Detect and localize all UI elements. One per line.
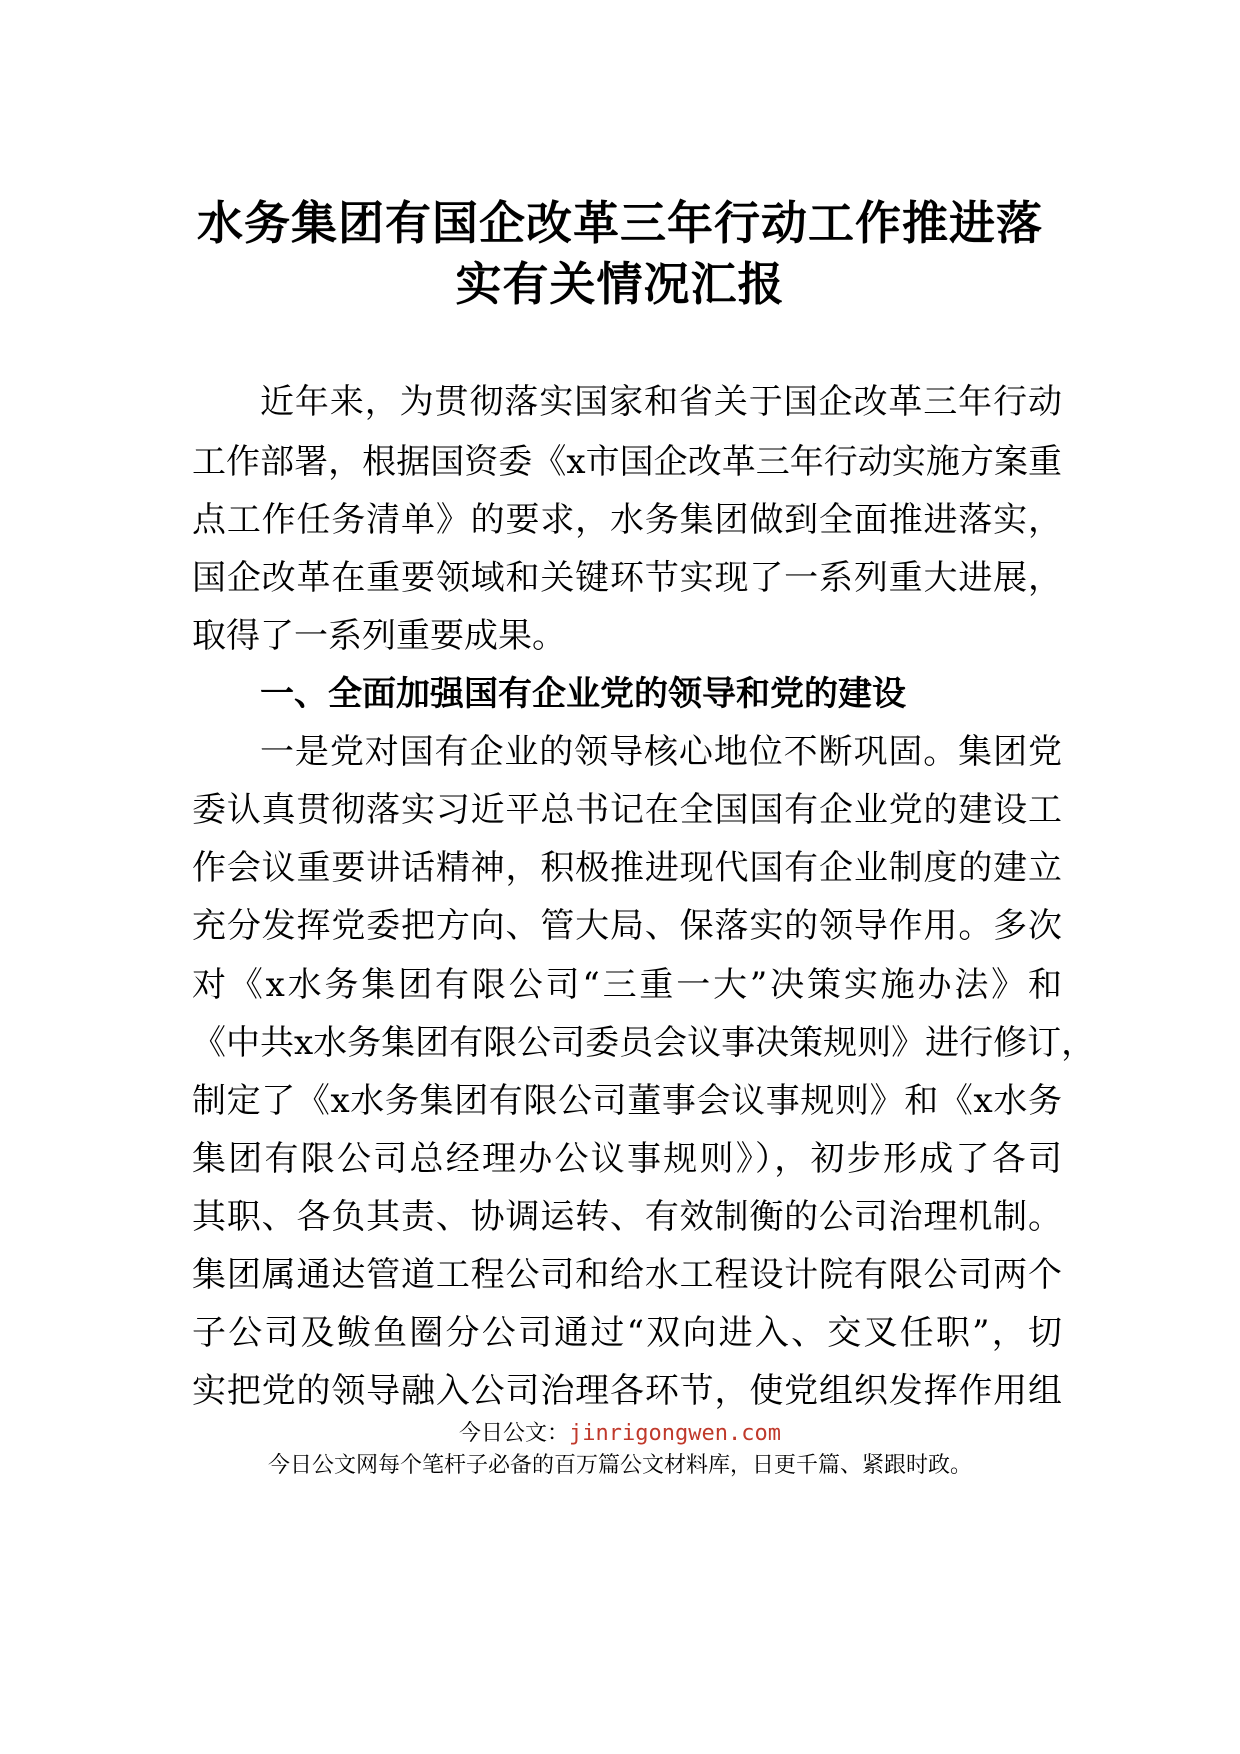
footer-slogan: 今日公文网每个笔杆子必备的百万篇公文材料库，日更千篇、紧跟时政。 (267, 1453, 972, 1478)
section-1-line-1: 一是党对国有企业的领导核心地位不断巩固。集团党 (260, 732, 1062, 772)
section-1-line-12: 实把党的领导融入公司治理各环节，使党组织发挥作用组 (192, 1371, 1062, 1411)
footer-site-label: 今日公文： (459, 1421, 570, 1446)
section-1-line-6: 《中共x水务集团有限公司委员会议事决策规则》进行修订， (192, 1023, 1096, 1063)
section-1-line-8: 集团有限公司总经理办公议事规则》），初步形成了各司 (192, 1139, 1062, 1179)
intro-line-3: 点工作任务清单》的要求，水务集团做到全面推进落实， (192, 500, 1062, 540)
intro-line-2: 工作部署，根据国资委《x市国企改革三年行动实施方案重 (192, 442, 1062, 482)
section-1-heading: 一、全面加强国有企业党的领导和党的建设 (260, 674, 906, 714)
section-1-line-4: 充分发挥党委把方向、管大局、保落实的领导作用。多次 (192, 906, 1062, 946)
section-1-line-9: 其职、各负其责、协调运转、有效制衡的公司治理机制。 (192, 1197, 1062, 1237)
intro-line-1: 近年来，为贯彻落实国家和省关于国企改革三年行动 (260, 382, 1062, 422)
section-1-line-3: 作会议重要讲话精神，积极推进现代国有企业制度的建立 (192, 848, 1062, 888)
section-1-line-2: 委认真贯彻落实习近平总书记在全国国有企业党的建设工 (192, 790, 1062, 830)
section-1-line-11: 子公司及鲅鱼圈分公司通过“双向进入、交叉任职”，切 (192, 1313, 1062, 1353)
section-1-line-10: 集团属通达管道工程公司和给水工程设计院有限公司两个 (192, 1255, 1062, 1295)
document-title-line-2: 实有关情况汇报 (455, 257, 785, 311)
intro-line-4: 国企改革在重要领域和关键环节实现了一系列重大进展， (192, 558, 1062, 598)
section-1-line-5: 对《x水务集团有限公司“三重一大”决策实施办法》和 (192, 965, 1062, 1005)
document-title-line-1: 水务集团有国企改革三年行动工作推进落 (197, 196, 1043, 250)
intro-line-5: 取得了一系列重要成果。 (192, 616, 566, 656)
footer-site-line (0, 1420, 1240, 1448)
footer-site-link[interactable]: jinrigongwen.com (569, 1421, 781, 1446)
section-1-line-7: 制定了《x水务集团有限公司董事会议事规则》和《x水务 (192, 1081, 1062, 1121)
